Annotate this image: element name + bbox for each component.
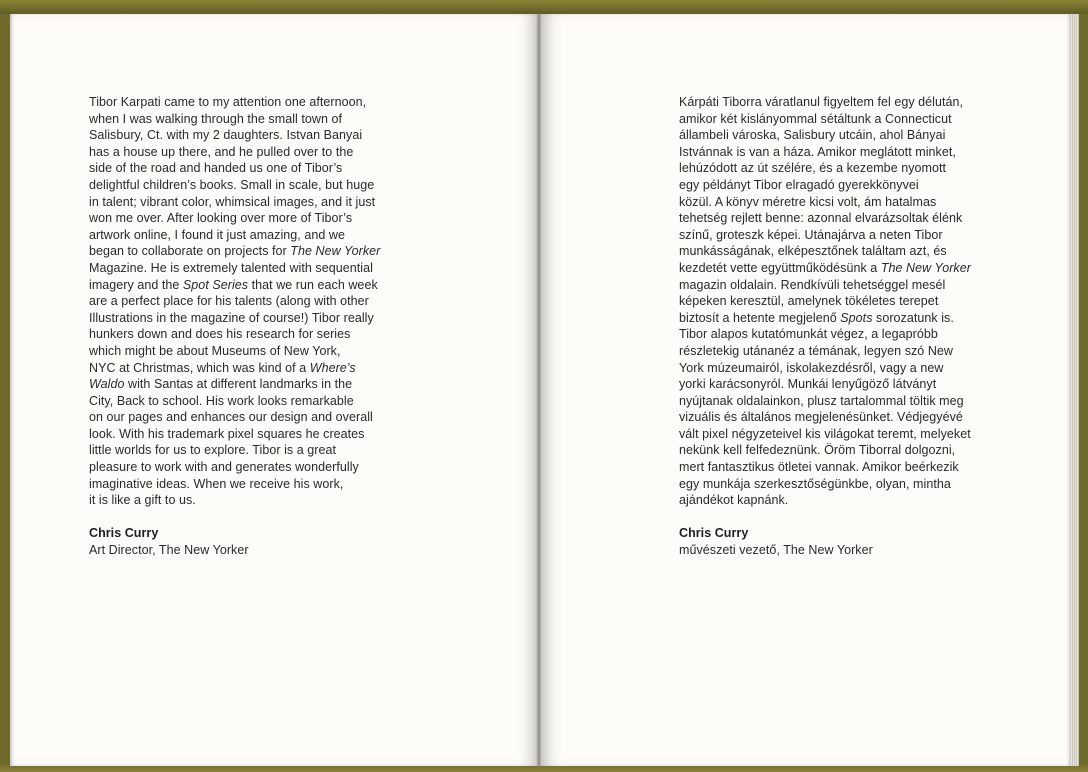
text-line: Tibor alapos kutatómunkát végez, a legapróbb	[679, 327, 938, 342]
text-line: which might be about Museums of New York,	[89, 343, 341, 358]
text-line: delightful children’s books. Small in scale, but huge	[89, 177, 375, 192]
text-line: vizuális és általános megjelenésünket. Védjegyévé	[679, 410, 963, 425]
right-page	[541, 14, 1071, 766]
text-line: munkásságának, elképesztőnek találtam azt, és	[679, 244, 947, 259]
text-line: lehúzódott az út szélére, és a kezembe nyomott	[679, 161, 947, 176]
text-line: look. With his trademark pixel squares he creates	[89, 426, 365, 441]
text-line: Illustrations in the magazine of course!) Tibor really	[89, 310, 374, 325]
italic-title: The New Yorker	[880, 260, 971, 275]
text-line: City, Back to school. His work looks remarkable	[89, 393, 354, 408]
signature-name: Chris Curry	[679, 526, 749, 541]
text-line: vált pixel négyzeteivel kis világokat teremt, melyeket	[679, 426, 971, 441]
text-line: egy példányt Tibor elragadó gyerekkönyvei	[679, 177, 919, 192]
text-line: side of the road and handed us one of Tibor’s	[89, 161, 343, 176]
text-line: magazin oldalain. Rendkívüli tehetséggel mesél	[679, 277, 946, 292]
text-line: képeken keresztül, amelynek tökéletes terepet	[679, 294, 939, 309]
signature-title: művészeti vezető, The New Yorker	[679, 543, 873, 558]
page-stack-edge	[1071, 14, 1079, 766]
text-line: hunkers down and does his research for series	[89, 327, 351, 342]
text-line: imaginative ideas. When we receive his work,	[89, 476, 344, 491]
text-line: little worlds for us to explore. Tibor is a great	[89, 443, 336, 458]
english-text-block	[89, 94, 380, 559]
text-line: Kárpáti Tiborra váratlanul figyeltem fel egy délután,	[679, 95, 964, 109]
text-line: biztosít a hetente megjelenő Spots sorozatunk is.	[679, 310, 954, 325]
text-line: in talent; vibrant color, whimsical images, and it just	[89, 194, 376, 209]
text-line: mert fantasztikus ötletei vannak. Amikor beérkezik	[679, 460, 959, 475]
text-line: won me over. After looking over more of Tibor’s	[89, 211, 353, 226]
text-line: Waldo with Santas at different landmarks in the	[89, 377, 353, 392]
signature-title: Art Director, The New Yorker	[89, 543, 249, 558]
text-line: it is like a gift to us.	[89, 493, 196, 508]
text-line: nekünk kell felfedeznünk. Öröm Tiborral dolgozni,	[679, 443, 956, 458]
text-line: egy munkája szerkesztőségünkbe, olyan, mintha	[679, 476, 951, 491]
text-line: részletekig utánanéz a témának, legyen szó New	[679, 343, 953, 358]
text-line: ajándékot kapnánk.	[679, 493, 789, 508]
text-line: állambeli városka, Salisbury utcáin, ahol Bányai	[679, 128, 946, 143]
text-line: kezdetét vette együttműködésünk a The New Yorker	[679, 260, 971, 275]
text-line: közül. A könyv méretre kicsi volt, ám hatalmas	[679, 194, 937, 209]
english-paragraph	[89, 94, 380, 509]
italic-title: Spots	[840, 310, 873, 325]
text-line: Istvánnak is van a háza. Amikor meglátott minket,	[679, 144, 956, 159]
italic-title: Where’s	[309, 360, 356, 375]
book-cover-top-edge	[0, 0, 1088, 14]
italic-title: The New Yorker	[290, 244, 381, 259]
hungarian-text-block	[679, 94, 971, 559]
text-line: began to collaborate on projects for The New Yorker	[89, 244, 381, 259]
text-line: artwork online, I found it just amazing, and we	[89, 227, 345, 242]
text-line: tehetség rejlett benne: azonnal elvarázsoltak élénk	[679, 211, 963, 226]
paragraph-gap	[89, 509, 380, 526]
text-line: Tibor Karpati came to my attention one afternoon,	[89, 95, 367, 109]
text-line: on our pages and enhances our design and overall	[89, 410, 373, 425]
text-line: Salisbury, Ct. with my 2 daughters. Istvan Banyai	[89, 128, 363, 143]
text-line: imagery and the Spot Series that we run each week	[89, 277, 378, 292]
text-line: Magazine. He is extremely talented with sequential	[89, 260, 373, 275]
left-page	[10, 14, 538, 766]
italic-title: Spot Series	[182, 277, 249, 292]
text-line: when I was walking through the small town of	[89, 111, 343, 126]
text-line: are a perfect place for his talents (along with other	[89, 294, 369, 309]
hungarian-paragraph	[679, 94, 971, 509]
paragraph-gap	[679, 509, 971, 526]
text-line: yorki karácsonyról. Munkái lenyűgöző látványt	[679, 377, 937, 392]
text-line: NYC at Christmas, which was kind of a Where’s	[89, 360, 356, 375]
signature-name: Chris Curry	[89, 526, 159, 541]
text-line: has a house up there, and he pulled over to the	[89, 144, 354, 159]
italic-title: Waldo	[89, 377, 125, 392]
text-line: színű, groteszk képei. Utánajárva a neten Tibor	[679, 227, 943, 242]
text-line: pleasure to work with and generates wonderfully	[89, 460, 359, 475]
text-line: nyújtanak oldalainkon, plusz tartalommal töltik meg	[679, 393, 964, 408]
text-line: amikor két kislányommal sétáltunk a Connecticut	[679, 111, 952, 126]
text-line: York múzeumairól, iskolakezdésről, vagy a new	[679, 360, 944, 375]
